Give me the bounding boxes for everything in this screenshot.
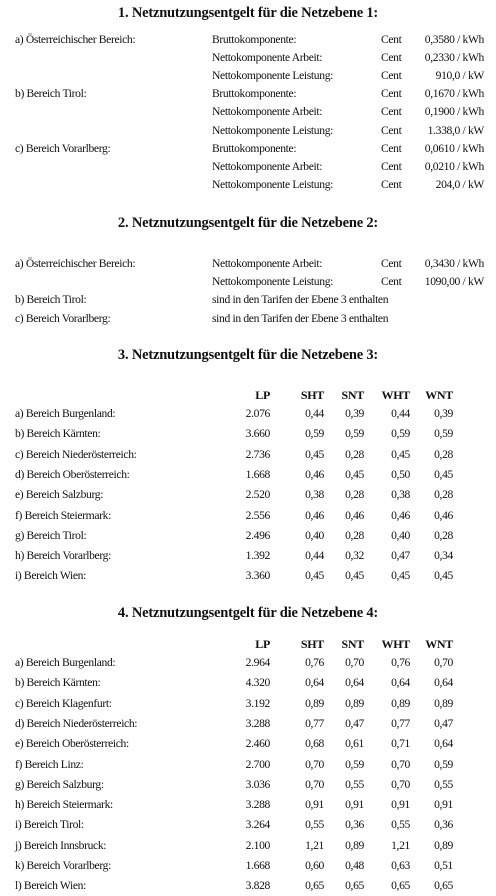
- table-cell: 0,64: [345, 676, 364, 690]
- table-cell: 0,70: [345, 656, 364, 669]
- row-unit: Cent: [381, 33, 402, 46]
- table-cell: 0,47: [345, 716, 364, 730]
- row-unit: Cent: [381, 141, 402, 155]
- row-value: 0,2330 / kWh: [424, 51, 484, 65]
- table-cell: 0,64: [434, 676, 453, 690]
- row-component: Nettokomponente Arbeit:: [212, 51, 323, 65]
- table-cell: 0,45: [305, 447, 324, 461]
- row-value: 1.338,0 / kW: [427, 123, 484, 137]
- column-header: WHT: [381, 637, 410, 651]
- row-label: b) Bereich Tirol:: [15, 87, 87, 101]
- row-component: sind in den Tarifen der Ebene 3 enthalten: [212, 293, 389, 307]
- table-cell: 4.320: [245, 676, 270, 690]
- table-cell: 0,70: [391, 777, 410, 791]
- table-cell: 0,45: [391, 569, 410, 583]
- table-cell: 0,36: [434, 818, 453, 832]
- table-cell: 0,28: [434, 488, 453, 502]
- table-cell: 0,55: [345, 777, 364, 791]
- region-label: i) Bereich Wien:: [15, 569, 86, 583]
- table-cell: 0,28: [345, 447, 364, 461]
- row-value: 910,0 / kW: [435, 69, 484, 83]
- table-cell: 0,46: [305, 508, 324, 522]
- table-cell: 1,21: [305, 838, 324, 852]
- table-cell: 2.460: [245, 737, 270, 751]
- table-cell: 0,76: [305, 656, 324, 669]
- table-cell: 0,45: [434, 569, 453, 583]
- section-2-title: 2. Netznutzungsentgelt für die Netzebene 2:: [117, 215, 379, 231]
- table-cell: 0,46: [305, 467, 324, 481]
- table-cell: 0,77: [305, 716, 324, 730]
- region-label: c) Bereich Klagenfurt:: [15, 696, 112, 710]
- table-cell: 0,39: [434, 407, 453, 420]
- table-cell: 2.556: [245, 508, 270, 522]
- region-label: e) Bereich Oberösterreich:: [15, 737, 129, 751]
- table-cell: 1.668: [245, 467, 270, 481]
- row-component: Nettokomponente Leistung:: [212, 177, 334, 191]
- row-component: Bruttokomponente:: [212, 141, 297, 155]
- table-cell: 3.660: [245, 427, 270, 441]
- table-cell: 0,44: [305, 407, 324, 420]
- column-header: SHT: [300, 637, 324, 651]
- row-value: 0,0210 / kWh: [424, 159, 484, 173]
- table-cell: 0,55: [434, 777, 453, 791]
- table-cell: 0,51: [434, 859, 453, 872]
- table-cell: 0,40: [305, 528, 324, 542]
- table-cell: 0,91: [434, 798, 453, 812]
- table-cell: 0,64: [434, 737, 453, 751]
- table-cell: 0,59: [345, 757, 364, 771]
- table-cell: 0,70: [305, 757, 324, 771]
- table-cell: 0,34: [434, 549, 453, 563]
- row-label: a) Österreichischer Bereich:: [15, 33, 136, 46]
- table-cell: 0,89: [305, 696, 324, 710]
- table-cell: 0,45: [305, 569, 324, 583]
- table-cell: 0,91: [305, 798, 324, 812]
- table-cell: 0,70: [391, 757, 410, 771]
- row-unit: Cent: [381, 123, 402, 137]
- table-cell: 0,64: [305, 676, 324, 690]
- table-cell: 0,89: [391, 696, 410, 710]
- table-cell: 0,46: [345, 508, 364, 522]
- table-cell: 0,28: [434, 447, 453, 461]
- table-cell: 3.360: [245, 569, 270, 583]
- row-unit: Cent: [381, 159, 402, 173]
- table-cell: 2.076: [245, 407, 270, 420]
- table-cell: 0,89: [345, 696, 364, 710]
- table-cell: 0,38: [305, 488, 324, 502]
- table-cell: 0,65: [345, 879, 364, 893]
- table-cell: 0,28: [345, 488, 364, 502]
- table-cell: 0,59: [305, 427, 324, 441]
- table-cell: 0,91: [391, 798, 410, 812]
- region-label: f) Bereich Linz:: [15, 757, 84, 771]
- table-cell: 0,59: [345, 427, 364, 441]
- table-cell: 0,45: [391, 447, 410, 461]
- table-cell: 0,47: [391, 549, 410, 563]
- table-cell: 0,50: [391, 467, 410, 481]
- table-cell: 0,89: [434, 838, 453, 852]
- column-header: WNT: [425, 637, 453, 651]
- table-cell: 0,89: [434, 696, 453, 710]
- column-header: LP: [255, 388, 270, 402]
- table-cell: 0,28: [345, 528, 364, 542]
- table-cell: 0,48: [345, 859, 364, 872]
- row-component: Bruttokomponente:: [212, 33, 297, 46]
- table-cell: 0,77: [391, 716, 410, 730]
- table-cell: 2.964: [245, 656, 270, 669]
- region-label: d) Bereich Niederösterreich:: [15, 716, 138, 730]
- table-cell: 0,28: [434, 528, 453, 542]
- table-cell: 0,46: [391, 508, 410, 522]
- table-cell: 0,59: [434, 757, 453, 771]
- row-component: Nettokomponente Leistung:: [212, 123, 334, 137]
- table-cell: 0,45: [345, 467, 364, 481]
- row-unit: Cent: [381, 51, 402, 65]
- row-component: Bruttokomponente:: [212, 87, 297, 101]
- table-cell: 3.264: [245, 818, 270, 832]
- table-cell: 0,40: [391, 528, 410, 542]
- table-cell: 1,21: [391, 838, 410, 852]
- table-cell: 0,32: [345, 549, 364, 563]
- region-label: c) Bereich Niederösterreich:: [15, 447, 137, 461]
- region-label: a) Bereich Burgenland:: [15, 407, 116, 420]
- region-label: j) Bereich Innsbruck:: [15, 838, 107, 852]
- row-unit: Cent: [381, 87, 402, 101]
- table-cell: 0,55: [391, 818, 410, 832]
- table-cell: 2.736: [245, 447, 270, 461]
- column-header: WHT: [381, 388, 410, 402]
- table-cell: 0,45: [434, 467, 453, 481]
- table-cell: 0,59: [391, 427, 410, 441]
- region-label: i) Bereich Tirol:: [15, 818, 84, 832]
- table-cell: 0,59: [434, 427, 453, 441]
- table-cell: 0,45: [345, 569, 364, 583]
- table-cell: 0,55: [305, 818, 324, 832]
- table-cell: 3.036: [245, 777, 270, 791]
- table-cell: 0,89: [345, 838, 364, 852]
- column-header: SHT: [300, 388, 324, 402]
- row-component: Nettokomponente Leistung:: [212, 69, 334, 83]
- region-label: b) Bereich Kärnten:: [15, 427, 101, 441]
- table-cell: 0,44: [391, 407, 410, 420]
- region-label: h) Bereich Vorarlberg:: [15, 549, 111, 563]
- row-unit: Cent: [381, 275, 402, 289]
- row-component: Nettokomponente Leistung:: [212, 275, 334, 289]
- region-label: g) Bereich Salzburg:: [15, 777, 104, 791]
- column-header: SNT: [341, 388, 364, 402]
- row-label: a) Österreichischer Bereich:: [15, 257, 136, 270]
- region-label: f) Bereich Steiermark:: [15, 508, 111, 522]
- column-header: LP: [255, 637, 270, 651]
- row-value: 0,1670 / kWh: [424, 87, 484, 101]
- table-cell: 3.288: [245, 716, 270, 730]
- table-cell: 2.100: [245, 838, 270, 852]
- table-cell: 0,36: [345, 818, 364, 832]
- region-label: k) Bereich Vorarlberg:: [15, 859, 111, 872]
- table-cell: 3.288: [245, 798, 270, 812]
- row-value: 0,3430 / kWh: [424, 257, 484, 270]
- column-header: WNT: [425, 388, 453, 402]
- region-label: g) Bereich Tirol:: [15, 528, 87, 542]
- section-1-title: 1. Netznutzungsentgelt für die Netzebene 1:: [117, 5, 379, 21]
- table-cell: 3.192: [245, 696, 270, 710]
- section-3-title: 3. Netznutzungsentgelt für die Netzebene 3:: [117, 347, 379, 363]
- table-cell: 0,64: [391, 676, 410, 690]
- table-cell: 0,68: [305, 737, 324, 751]
- row-value: 0,3580 / kWh: [424, 33, 484, 46]
- region-label: a) Bereich Burgenland:: [15, 656, 116, 669]
- table-cell: 0,63: [391, 859, 410, 872]
- row-component: sind in den Tarifen der Ebene 3 enthalten: [212, 311, 389, 325]
- table-cell: 0,61: [345, 737, 364, 751]
- table-cell: 1.392: [245, 549, 270, 563]
- table-cell: 0,47: [434, 716, 453, 730]
- row-component: Nettokomponente Arbeit:: [212, 105, 323, 119]
- row-unit: Cent: [381, 105, 402, 119]
- region-label: d) Bereich Oberösterreich:: [15, 467, 130, 481]
- section-4-title: 4. Netznutzungsentgelt für die Netzebene 4:: [117, 605, 379, 621]
- table-cell: 2.700: [245, 757, 270, 771]
- row-component: Nettokomponente Arbeit:: [212, 257, 323, 270]
- table-cell: 0,91: [345, 798, 364, 812]
- region-label: b) Bereich Kärnten:: [15, 676, 101, 690]
- table-cell: 0,65: [434, 879, 453, 893]
- table-cell: 0,38: [391, 488, 410, 502]
- table-cell: 2.496: [245, 528, 270, 542]
- row-value: 1090,00 / kW: [424, 275, 484, 289]
- row-label: c) Bereich Vorarlberg:: [15, 311, 111, 325]
- table-cell: 0,76: [391, 656, 410, 669]
- region-label: h) Bereich Steiermark:: [15, 798, 113, 812]
- row-label: b) Bereich Tirol:: [15, 293, 87, 307]
- table-cell: 1.668: [245, 859, 270, 872]
- column-header: SNT: [341, 637, 364, 651]
- row-value: 204,0 / kW: [435, 177, 484, 191]
- row-label: c) Bereich Vorarlberg:: [15, 141, 111, 155]
- table-cell: 0,65: [305, 879, 324, 893]
- row-value: 0,1900 / kWh: [424, 105, 484, 119]
- table-cell: 0,71: [391, 737, 410, 751]
- table-cell: 2.520: [245, 488, 270, 502]
- table-cell: 0,70: [305, 777, 324, 791]
- table-cell: 0,70: [434, 656, 453, 669]
- table-cell: 0,60: [305, 859, 324, 872]
- table-cell: 0,46: [434, 508, 453, 522]
- table-cell: 0,39: [345, 407, 364, 420]
- table-cell: 3.828: [245, 879, 270, 893]
- row-value: 0,0610 / kWh: [424, 141, 484, 155]
- row-unit: Cent: [381, 177, 402, 191]
- region-label: l) Bereich Wien:: [15, 879, 86, 893]
- row-component: Nettokomponente Arbeit:: [212, 159, 323, 173]
- region-label: e) Bereich Salzburg:: [15, 488, 104, 502]
- row-unit: Cent: [381, 257, 402, 270]
- table-cell: 0,65: [391, 879, 410, 893]
- table-cell: 0,44: [305, 549, 324, 563]
- row-unit: Cent: [381, 69, 402, 83]
